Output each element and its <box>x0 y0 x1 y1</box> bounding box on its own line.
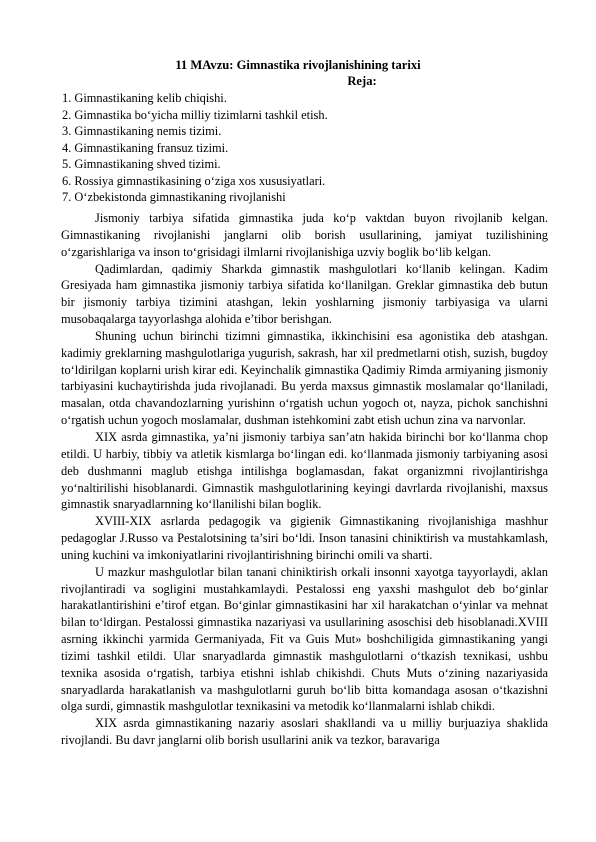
plan-item: 5. Gimnastikaning shved tizimi. <box>62 157 221 171</box>
plan-item: 4. Gimnastikaning fransuz tizimi. <box>62 140 229 155</box>
paragraph: U mazkur mashgulotlar bilan tanani chiniktirish orkali insonni xayotga tayyorlaydi, aklan rivojlantiradi va sogligini mustahkamlaydi. Pestalossi eng yaxshi mashgulot deb bo‘ginlar harakatlantirishini e’tirof etgan. Bo‘ginlar gimnastikasini har xil harakatchan o‘yinlar va mehnat bilan to‘ldirgan. Pestalossi gimnastika nazariyasi va usullarining asoschisi deb hisoblanadi.XVIII asrning ikkinchi yarmida Germaniyada, Fit va Guis Mut» boshchiligida gimnastikaning yangi tizimi tashkil etildi. Ular snaryadlarda gimnastik mashgulotlarni o‘tkazish texnikasi, ushbu texnika asosida o‘rgatish, tarbiya etishni ishlab chikishdi. Chuts Muts o‘zining nazariyasida snaryadlarda harakatlanish va mashgulotlarni guruh bo‘lib bitta komandaga asosan o‘tkazishni olga surdi, gimnastik mashgulotlar texnikasini va metodik ko‘llanmalarni ishlab chikdi. <box>61 564 548 714</box>
plan-heading: Reja: <box>347 74 377 88</box>
paragraph: XIX asrda gimnastika, ya’ni jismoniy tarbiya san’atn hakida birinchi bor ko‘llanma chop etildi. U harbiy, tibbiy va atletik kismlarga bo‘lingan edi. ko‘llanmada jismoniy tarbiyaning asosi deb dushmanni maglub etishga intilishga boglamasdan, fakat organizmni rivojlantirishga yo‘naltirilishi hisoblanardi. Gimnastik mashgulotlarining keyingi davrlarda rivojlanishi, maxsus gimnastik snaryadlarnning ko‘llanilishi bilan boglik. <box>61 429 548 512</box>
plan-item: 1. Gimnastikaning kelib chiqishi. <box>62 91 227 105</box>
paragraph: Shuning uchun birinchi tizimni gimnastika, ikkinchisini esa agonistika deb atashgan. kadimiy greklarning mashgulotlariga yugurish, sakrash, har xil predmetlarni otish, suzish, bugdoy to‘ldirilgan koplarni urish kirar edi. Keyinchalik gimnastika Qadimiy Rimda armiyaning jismoniy tarbiyasini kuchaytirishda juda rivojlanadi. Bu yerda maxsus gimnastik moslamalar qo‘llaniladi, masalan, otda chavandozlarning yurishinn o‘rgatish uchun yogoch ot, nayza, pichok sanchishni o‘rgatish uchun yogoch moslamalar, dushman istehkomini zabt etish uchun zina va narvonlar. <box>61 328 548 428</box>
plan-item: 6. Rossiya gimnastikasining o‘ziga xos xususiyatlari. <box>62 173 326 188</box>
plan-item: 2. Gimnastika bo‘yicha milliy tizimlarni tashkil etish. <box>62 107 328 122</box>
plan-item: 7. O‘zbekistonda gimnastikaning rivojlanishi <box>62 190 286 204</box>
paragraph: Jismoniy tarbiya sifatida gimnastika juda ko‘p vaktdan buyon rivojlanib kelgan. Gimnastikaning rivojlanishi janglarni olib borish usullarining, jamiyat tuzilishining o‘zgarishlariga va inson to‘grisidagi ilmlarni rivojlanishiga uzviy boglik bo‘lib kelgan. <box>61 211 548 259</box>
paragraph: XIX asrda gimnastikaning nazariy asoslari shakllandi va u milliy burjuaziya shaklida rivojlandi. Bu davr janglarni olib borish usullarini anik va tezkor, baravariga <box>61 716 548 748</box>
paragraph: XVIII-XIX asrlarda pedagogik va gigienik Gimnastikaning rivojlanishiga mashhur pedagoglar J.Russo va Pestalotsining ta’siri bo‘ldi. Inson tanasini chiniktirish va mustahkamlash, uning kuchini va imkoniyatlarini rivojlantirishning birinchi omili va sharti. <box>61 514 548 562</box>
body-text <box>61 210 548 749</box>
plan-list <box>62 90 328 206</box>
document-title: 11 MAvzu: Gimnastika rivojlanishining tarixi <box>175 58 421 72</box>
plan-item: 3. Gimnastikaning nemis tizimi. <box>62 124 222 138</box>
paragraph: Qadimlardan, qadimiy Sharkda gimnastik mashgulotlari ko‘llanib kelingan. Kadim Gresiyada ham gimnastika jismoniy tarbiya sifatida ko‘llanilgan. Greklar gimnastika deb butun bir jismoniy tarbiya tizimini atashgan, lekin yoshlarning jismoniy tarbiyasiga va ularni musobaqalarga tayyorlashga alohida e’tibor berishgan. <box>61 261 548 327</box>
